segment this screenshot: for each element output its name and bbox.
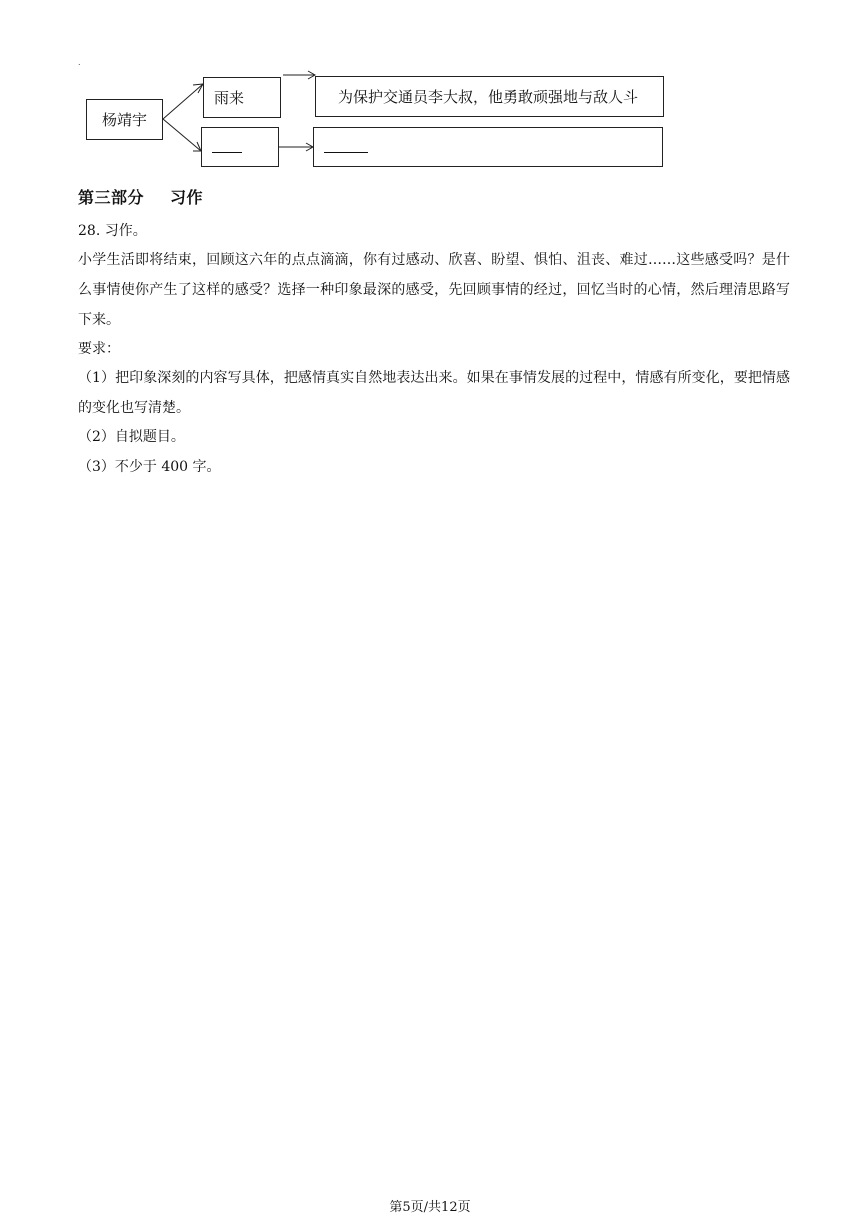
question-prompt: 小学生活即将结束，回顾这六年的点点滴滴，你有过感动、欣喜、盼望、惧怕、沮丧、难过……这些感受吗？是什么事情使你产生了这样的感受？选择一种印象最深的感受，先回顾事情的经过，回忆当时的心情，然后理清思路写下来。: [78, 252, 790, 328]
bottom-desc-box: [313, 127, 663, 167]
character-diagram: [0, 0, 860, 180]
bottom-name-box: [201, 127, 279, 167]
section-heading: [78, 185, 203, 208]
root-box: [86, 99, 163, 140]
top-desc-box: [315, 76, 664, 117]
page-number: 第5页/共12页: [389, 1200, 471, 1215]
section-name: 习作: [170, 188, 204, 207]
page-footer: [0, 1196, 860, 1215]
requirement-item: （3）不少于 400 字。: [78, 459, 221, 475]
requirement-item: （2）自拟题目。: [78, 429, 185, 445]
top-desc-label: 为保护交通员李大叔，他勇敢顽强地与敌人斗: [338, 88, 639, 106]
branch-line-top: [163, 84, 203, 119]
question-title: 28. 习作。: [78, 223, 147, 239]
section-part: 第三部分: [78, 188, 145, 207]
requirements-label: 要求：: [78, 341, 120, 357]
branch-line-bottom: [163, 119, 201, 151]
top-name-box: [203, 77, 281, 118]
bottom-name-blank[interactable]: [212, 152, 242, 153]
scan-dot: .: [78, 58, 81, 67]
requirement-item: （1）把印象深刻的内容写具体，把感情真实自然地表达出来。如果在事情发展的过程中，情感有所变化，要把情感的变化也写清楚。: [78, 370, 790, 416]
bottom-desc-blank[interactable]: [324, 152, 368, 153]
top-name-label: 雨来: [214, 89, 245, 107]
root-label: 杨靖宇: [101, 111, 147, 129]
